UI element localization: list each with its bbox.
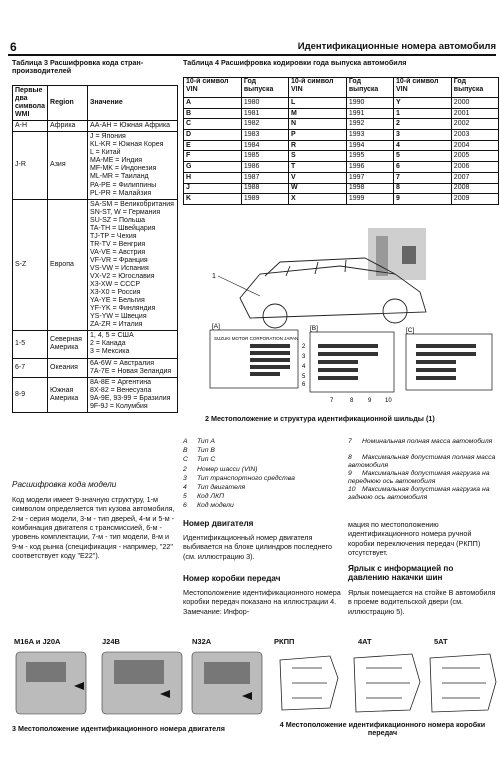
model-code-heading: Расшифровка кода модели (12, 480, 117, 489)
t4-cell-year: 1990 (346, 98, 393, 109)
t3-cell-wmi: S-Z (13, 199, 48, 331)
table3-caption: Таблица 3 Расшифровка кода стран-производителей (12, 58, 144, 76)
svg-text:6: 6 (302, 382, 306, 388)
gearbox-label-mt: РКПП (274, 637, 295, 646)
legend-text: Максимальная допустимая нагрузка на заднюю ось автомобиля (348, 486, 490, 501)
table-row (13, 331, 178, 358)
t4-cell-year: 2007 (451, 172, 498, 183)
table-row (184, 151, 499, 162)
t4-cell-vin-symbol: F (184, 151, 242, 162)
t4-header: Год выпуска (346, 78, 393, 98)
legend-item (348, 486, 498, 502)
t3-cell-value: SA-SM = Великобритания SN-ST, W = Германия SU-SZ = Польша TA-TH = Швейцария TJ-TP = Чехия TR-TV = Венгрия VA-VE = Австрия VF-VR = Франция VS-VW = Испания VX-V2 = Югославия X3-XW = СССР X3-X0 = Россия YA-YE = Бельгия YF-YK = Финляндия YS-YW = Швеция ZA-ZR = Италия (88, 199, 178, 331)
year-code-table (183, 77, 499, 205)
t4-cell-year: 2008 (451, 183, 498, 194)
t4-header: 10-й символ VIN (184, 78, 242, 98)
t4-cell-vin-symbol: 2 (393, 119, 451, 130)
t4-cell-vin-symbol: W (288, 183, 346, 194)
t3-cell-region: Африка (48, 121, 88, 132)
t4-cell-vin-symbol: H (184, 172, 242, 183)
t4-cell-vin-symbol: C (184, 119, 242, 130)
legend-key: 3 (183, 474, 187, 482)
t4-cell-vin-symbol: N (288, 119, 346, 130)
legend-text: Максимальная допустимая полная масса автомобиля (348, 454, 496, 469)
t4-cell-year: 1988 (241, 183, 288, 194)
t4-cell-year: 1982 (241, 119, 288, 130)
legend-text: Тип В (197, 447, 215, 455)
t4-header: Год выпуска (451, 78, 498, 98)
chapter-title: Идентификационные номера автомобиля (297, 41, 496, 52)
plate-c (406, 327, 492, 390)
engine-label-n32a: N32A (192, 637, 212, 646)
legend-text: Тип транспортного средства (197, 474, 295, 482)
page-number: 6 (10, 40, 17, 54)
t3-header-region: Region (48, 86, 88, 121)
t4-cell-year: 1985 (241, 151, 288, 162)
t4-header: Год выпуска (241, 78, 288, 98)
legend-key: 4 (183, 484, 187, 491)
table-row (184, 172, 499, 183)
legend-item (348, 438, 498, 446)
t4-cell-vin-symbol: T (288, 162, 346, 173)
legend-text: Тип С (197, 456, 216, 464)
t4-cell-vin-symbol: 1 (393, 108, 451, 119)
t3-cell-value: 8A-8E = Аргентина 8X-82 = Венесуэла 9A-9E, 93-99 = Бразилия 9F-9J = Колумбия (88, 377, 178, 412)
tire-label-text: Ярлык помещается на стойке В автомобиля в проеме водительской двери (см. иллюстрацию 5). (348, 588, 496, 616)
t4-cell-vin-symbol: V (288, 172, 346, 183)
gearbox-label-4at: 4AT (358, 637, 372, 646)
t4-cell-year: 1993 (346, 130, 393, 141)
legend-key: A (183, 438, 188, 445)
t4-cell-vin-symbol: S (288, 151, 346, 162)
t4-cell-vin-symbol: 5 (393, 151, 451, 162)
plate-a-label: [A] (212, 323, 220, 330)
gearbox-figure (272, 638, 498, 718)
t4-cell-vin-symbol: M (288, 108, 346, 119)
table-row (184, 162, 499, 173)
t4-cell-vin-symbol: E (184, 140, 242, 151)
engine-label-m16a: M16A и J20A (14, 637, 61, 646)
legend-key: 6 (183, 502, 187, 510)
t4-cell-year: 2009 (451, 194, 498, 205)
t4-cell-year: 1999 (346, 194, 393, 205)
svg-text:2: 2 (302, 344, 306, 350)
t3-cell-region: Азия (48, 132, 88, 199)
t4-cell-year: 2004 (451, 140, 498, 151)
fig4-caption: 4 Местоположение идентификационного номера коробки передач (279, 720, 486, 738)
tire-label-heading: Ярлык с информацией по давлению накачки шин (348, 564, 454, 583)
table4-caption: Таблица 4 Расшифровка кодировки года выпуска автомобиля (183, 58, 407, 67)
legend-item (183, 466, 343, 474)
legend-text: Код модели (197, 502, 234, 510)
engine-photo-m16a (16, 652, 86, 714)
t4-cell-year: 1992 (346, 119, 393, 130)
svg-text:8: 8 (350, 398, 354, 404)
t4-cell-vin-symbol: A (184, 98, 242, 109)
t4-cell-year: 1981 (241, 108, 288, 119)
svg-text:9: 9 (368, 398, 372, 404)
engine-label-j24b: J24B (102, 637, 120, 646)
t4-cell-year: 2001 (451, 108, 498, 119)
svg-text:3: 3 (302, 354, 306, 360)
t3-cell-value: J = Япония KL-KR = Южная Корея L = Китай MA-ME = Индия MF-MK = Индонезия ML-MR = Таиланд PA-PE = Филиппины PL-PR = Малайзия (88, 132, 178, 199)
t4-cell-year: 1991 (346, 108, 393, 119)
t4-cell-vin-symbol: J (184, 183, 242, 194)
t3-cell-wmi: 6-7 (13, 358, 48, 377)
t4-cell-year: 2003 (451, 130, 498, 141)
engine-number-heading: Номер двигателя (183, 519, 254, 528)
fig2-callout-1: 1 (212, 273, 216, 280)
t3-cell-wmi: J-R (13, 132, 48, 199)
gearbox-number-text: Местоположение идентификационного номера коробки передач показано на иллюстрации 4. Замечание: Инфор- (183, 588, 341, 616)
plate-c-label: [C] (406, 327, 415, 334)
t3-header-wmi: Первые два символа WMI (13, 86, 48, 121)
legend-text: Тип двигателя (197, 484, 246, 491)
t4-cell-year: 1980 (241, 98, 288, 109)
t4-cell-year: 1995 (346, 151, 393, 162)
t4-cell-year: 1989 (241, 194, 288, 205)
t4-header: 10-й символ VIN (393, 78, 451, 98)
legend-text: Номер шасси (VIN) (197, 465, 258, 473)
table-row (13, 132, 178, 199)
t4-cell-vin-symbol: K (184, 194, 242, 205)
t4-cell-year: 2002 (451, 119, 498, 130)
legend-item (348, 454, 498, 470)
plate-a-maker: SUZUKI MOTOR CORPORATION JAPAN (214, 336, 299, 341)
t4-cell-year: 1994 (346, 140, 393, 151)
table-row (184, 130, 499, 141)
t4-cell-year: 1983 (241, 130, 288, 141)
legend-key: B (183, 447, 188, 455)
t3-cell-wmi: A-H (13, 121, 48, 132)
table-row (184, 194, 499, 205)
t3-cell-region: Океания (48, 358, 88, 377)
t4-cell-year: 2005 (451, 151, 498, 162)
t3-cell-value: AA-AH = Южная Африка (88, 121, 178, 132)
table-row (184, 108, 499, 119)
fig3-caption: 3 Местоположение идентификационного номера двигателя (12, 724, 225, 733)
t4-cell-vin-symbol: D (184, 130, 242, 141)
t4-cell-year: 2006 (451, 162, 498, 173)
legend-key: 9 (348, 470, 352, 477)
t4-cell-vin-symbol: G (184, 162, 242, 173)
gearbox-label-5at: 5AT (434, 637, 448, 646)
t4-cell-vin-symbol: P (288, 130, 346, 141)
legend-text: Номинальная полная масса автомобиля (362, 438, 493, 445)
t4-cell-year: 1986 (241, 162, 288, 173)
svg-text:4: 4 (302, 364, 306, 370)
svg-text:7: 7 (330, 398, 334, 404)
plate-b (310, 325, 394, 392)
t4-cell-year: 1998 (346, 183, 393, 194)
t4-cell-vin-symbol: R (288, 140, 346, 151)
t4-cell-vin-symbol: 3 (393, 130, 451, 141)
table-row (184, 98, 499, 109)
legend-key: 10 (348, 486, 356, 493)
legend-item (183, 484, 343, 492)
t3-cell-region: Южная Америка (48, 377, 88, 412)
legend-key: 8 (348, 454, 352, 461)
t3-cell-wmi: 8-9 (13, 377, 48, 412)
legend-text: Максимальная допустимая нагрузка на переднюю ось автомобиля (348, 470, 490, 485)
t4-cell-vin-symbol: 9 (393, 194, 451, 205)
fig2-caption: 2 Местоположение и структура идентификационной шильды (1) (205, 414, 435, 423)
t4-cell-vin-symbol: L (288, 98, 346, 109)
gearbox-number-heading: Номер коробки передач (183, 574, 281, 583)
plate-a (210, 323, 298, 388)
t4-cell-year: 1984 (241, 140, 288, 151)
legend-item (183, 447, 343, 455)
t4-cell-year: 2000 (451, 98, 498, 109)
page-header (8, 40, 496, 56)
t4-cell-vin-symbol: X (288, 194, 346, 205)
legend-item (183, 456, 343, 464)
t3-cell-region: Северная Америка (48, 331, 88, 358)
t3-cell-region: Европа (48, 199, 88, 331)
table-row (13, 377, 178, 412)
legend-key: 7 (348, 438, 352, 445)
legend-text: Код ЛКП (197, 493, 225, 501)
legend-item (183, 493, 343, 501)
legend-key: 2 (183, 465, 187, 473)
legend-text: Тип А (197, 438, 215, 445)
model-code-text: Код модели имеет 9-значную структуру, 1-м символом определяется тип кузова автомобиля, 2-м - серия модели, 3-м - тип дверей, 4-м и 5-м - комбинация двигателя с трансмиссией, 6-м - уровень комплектации, 7-м - тип модели, 8-м и 9-м - код рынка (спецификация - например, "22" соответствует коду "E22"). (12, 495, 175, 561)
t4-cell-vin-symbol: 7 (393, 172, 451, 183)
t3-cell-wmi: 1-5 (13, 331, 48, 358)
engine-photos-figure (12, 638, 264, 720)
plate-b-label: [B] (310, 325, 318, 332)
t4-cell-vin-symbol: 4 (393, 140, 451, 151)
t3-cell-value: 1, 4, 5 = США 2 = Канада 3 = Мексика (88, 331, 178, 358)
table-row (13, 358, 178, 377)
table-row (184, 119, 499, 130)
legend-item (183, 475, 343, 483)
table-row (184, 183, 499, 194)
t4-cell-vin-symbol: B (184, 108, 242, 119)
t4-header: 10-й символ VIN (288, 78, 346, 98)
t4-cell-year: 1997 (346, 172, 393, 183)
t3-header-value: Значение (88, 86, 178, 121)
svg-text:10: 10 (385, 398, 392, 404)
table-row (13, 199, 178, 331)
table-row (13, 121, 178, 132)
legend-item (183, 438, 343, 446)
legend-item (183, 502, 343, 510)
engine-number-text: Идентификационный номер двигателя выбивается на блоке цилиндров последнего (см. иллюстрацию 3). (183, 533, 333, 561)
legend-key: 5 (183, 493, 187, 501)
table-row (184, 140, 499, 151)
country-code-table (12, 85, 178, 413)
t4-cell-vin-symbol: 8 (393, 183, 451, 194)
t4-cell-year: 1987 (241, 172, 288, 183)
t4-cell-vin-symbol: Y (393, 98, 451, 109)
legend-key: C (183, 456, 188, 464)
svg-text:5: 5 (302, 374, 306, 380)
legend-item (348, 470, 498, 486)
t4-cell-year: 1996 (346, 162, 393, 173)
gearbox-continuation-text: мация по местоположению идентификационного номера ручной коробки переключения передач (РКПП) отсутствует. (348, 520, 481, 558)
t4-cell-vin-symbol: 6 (393, 162, 451, 173)
id-plate-figure (190, 226, 498, 409)
t3-cell-value: 6A-6W = Австралия 7A-7E = Новая Зеландия (88, 358, 178, 377)
